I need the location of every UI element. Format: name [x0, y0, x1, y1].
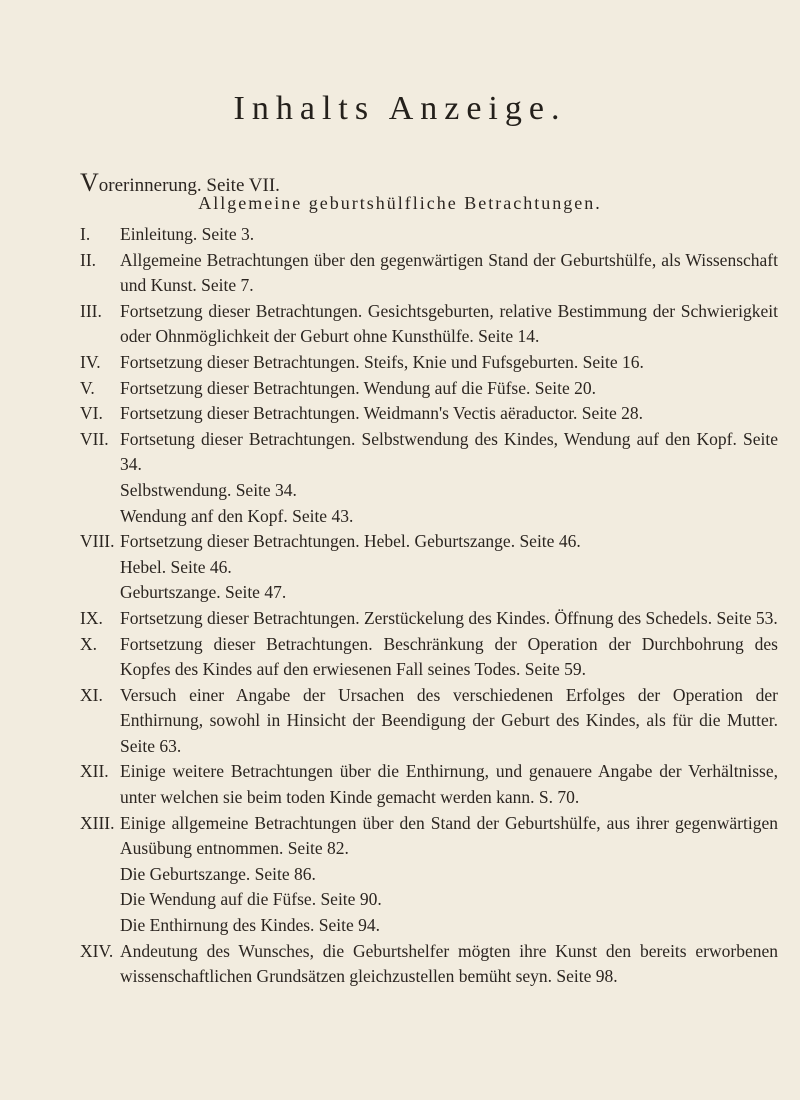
- preface-text: orerinnerung. Seite VII.: [98, 175, 280, 196]
- chapter-number: V.: [80, 377, 95, 398]
- chapter-number: I.: [80, 224, 91, 244]
- chapter-number: IV.: [80, 351, 101, 372]
- table-of-contents: [80, 222, 778, 990]
- toc-subentry: Die Enthirnung des Kindes. Seite 94.: [120, 915, 381, 936]
- toc-subentry: Die Wendung auf die Füfse. Seite 90.: [120, 889, 382, 910]
- chapter-number: VII.: [80, 428, 109, 449]
- toc-entry: [80, 632, 778, 683]
- chapter-title: Fortsetung dieser Betrachtungen. Selbstwendung des Kindes, Wendung auf den Kopf. Seite 34.: [120, 428, 778, 475]
- toc-subentry: Wendung anf den Kopf. Seite 43.: [120, 505, 354, 526]
- chapter-title: Fortsetzung dieser Betrachtungen. Hebel. Geburtszange. Seite 46.: [120, 531, 581, 552]
- toc-subentry: Selbstwendung. Seite 34.: [120, 479, 297, 500]
- chapter-title: Fortsetzung dieser Betrachtungen. Zerstückelung des Kindes. Öffnung des Schedels. Seite 53.: [120, 607, 778, 628]
- toc-subentry: Die Geburtszange. Seite 86.: [120, 863, 316, 884]
- chapter-number: XII.: [80, 761, 109, 782]
- chapter-number: X.: [80, 633, 98, 654]
- chapter-title: Fortsetzung dieser Betrachtungen. Beschränkung der Operation der Durchbohrung des Kopfes des Kindes auf den erwiesenen Fall seines Todes. Seite 59.: [120, 633, 778, 680]
- chapter-number: XIV.: [80, 940, 114, 961]
- chapter-number: VI.: [80, 403, 103, 424]
- preface-dropcap: V: [80, 168, 99, 197]
- chapter-title: Fortsetzung dieser Betrachtungen. Steifs, Knie und Fufsgeburten. Seite 16.: [120, 351, 644, 372]
- chapter-title: Fortsetzung dieser Betrachtungen. Weidmann's Vectis aëraductor. Seite 28.: [120, 403, 644, 424]
- toc-entry: [80, 248, 778, 299]
- toc-entry: [80, 529, 778, 555]
- chapter-title: Einige weitere Betrachtungen über die Enthirnung, und genauere Angabe der Verhältnisse, unter welchen sie beim toden Kinde gemacht werden kann. S. 70.: [120, 761, 778, 808]
- toc-entry: [80, 683, 778, 760]
- page-title: Inhalts Anzeige.: [233, 90, 567, 127]
- chapter-title: Einleitung. Seite 3.: [120, 224, 255, 244]
- toc-entry: [80, 759, 778, 810]
- toc-entry: [80, 350, 778, 376]
- toc-entry: [80, 606, 778, 632]
- toc-subentry: Geburtszange. Seite 47.: [120, 582, 287, 603]
- toc-entry: [80, 299, 778, 350]
- toc-entry: [80, 222, 778, 248]
- chapter-number: III.: [80, 300, 102, 321]
- toc-entry: [80, 376, 778, 402]
- chapter-title: Fortsetzung dieser Betrachtungen. Gesichtsgeburten, relative Bestimmung der Schwierigkeit oder Ohnmöglichkeit der Geburt ohne Kunsthülfe. Seite 14.: [120, 300, 778, 347]
- chapter-title: Andeutung des Wunsches, die Geburtshelfer mögten ihre Kunst den bereits erworbenen wissenschaftlichen Grundsätzen gleichzustellen bemüht seyn. Seite 98.: [120, 940, 778, 987]
- toc-entry: [80, 811, 778, 862]
- toc-subentry: Hebel. Seite 46.: [120, 556, 232, 577]
- toc-entry: [80, 939, 778, 990]
- chapter-title: Fortsetzung dieser Betrachtungen. Wendung auf die Füfse. Seite 20.: [120, 377, 597, 398]
- chapter-number: XI.: [80, 684, 103, 705]
- chapter-number: VIII.: [80, 531, 115, 552]
- chapter-title: Allgemeine Betrachtungen über den gegenwärtigen Stand der Geburtshülfe, als Wissenschaft und Kunst. Seite 7.: [120, 249, 778, 296]
- chapter-title: Versuch einer Angabe der Ursachen des verschiedenen Erfolges der Operation der Enthirnung, sowohl in Hinsicht der Beendigung der Geburt des Kindes, als für die Mutter. Seite 63.: [120, 684, 778, 756]
- chapter-title: Einige allgemeine Betrachtungen über den Stand der Geburtshülfe, aus ihrer gegenwärtigen Ausübung entnommen. Seite 82.: [120, 812, 778, 859]
- chapter-number: IX.: [80, 607, 103, 628]
- chapter-number: XIII.: [80, 812, 115, 833]
- toc-entry: [80, 427, 778, 478]
- toc-entry: [80, 401, 778, 427]
- chapter-number: II.: [80, 249, 97, 270]
- section-heading: Allgemeine geburtshülfliche Betrachtungen.: [198, 193, 602, 213]
